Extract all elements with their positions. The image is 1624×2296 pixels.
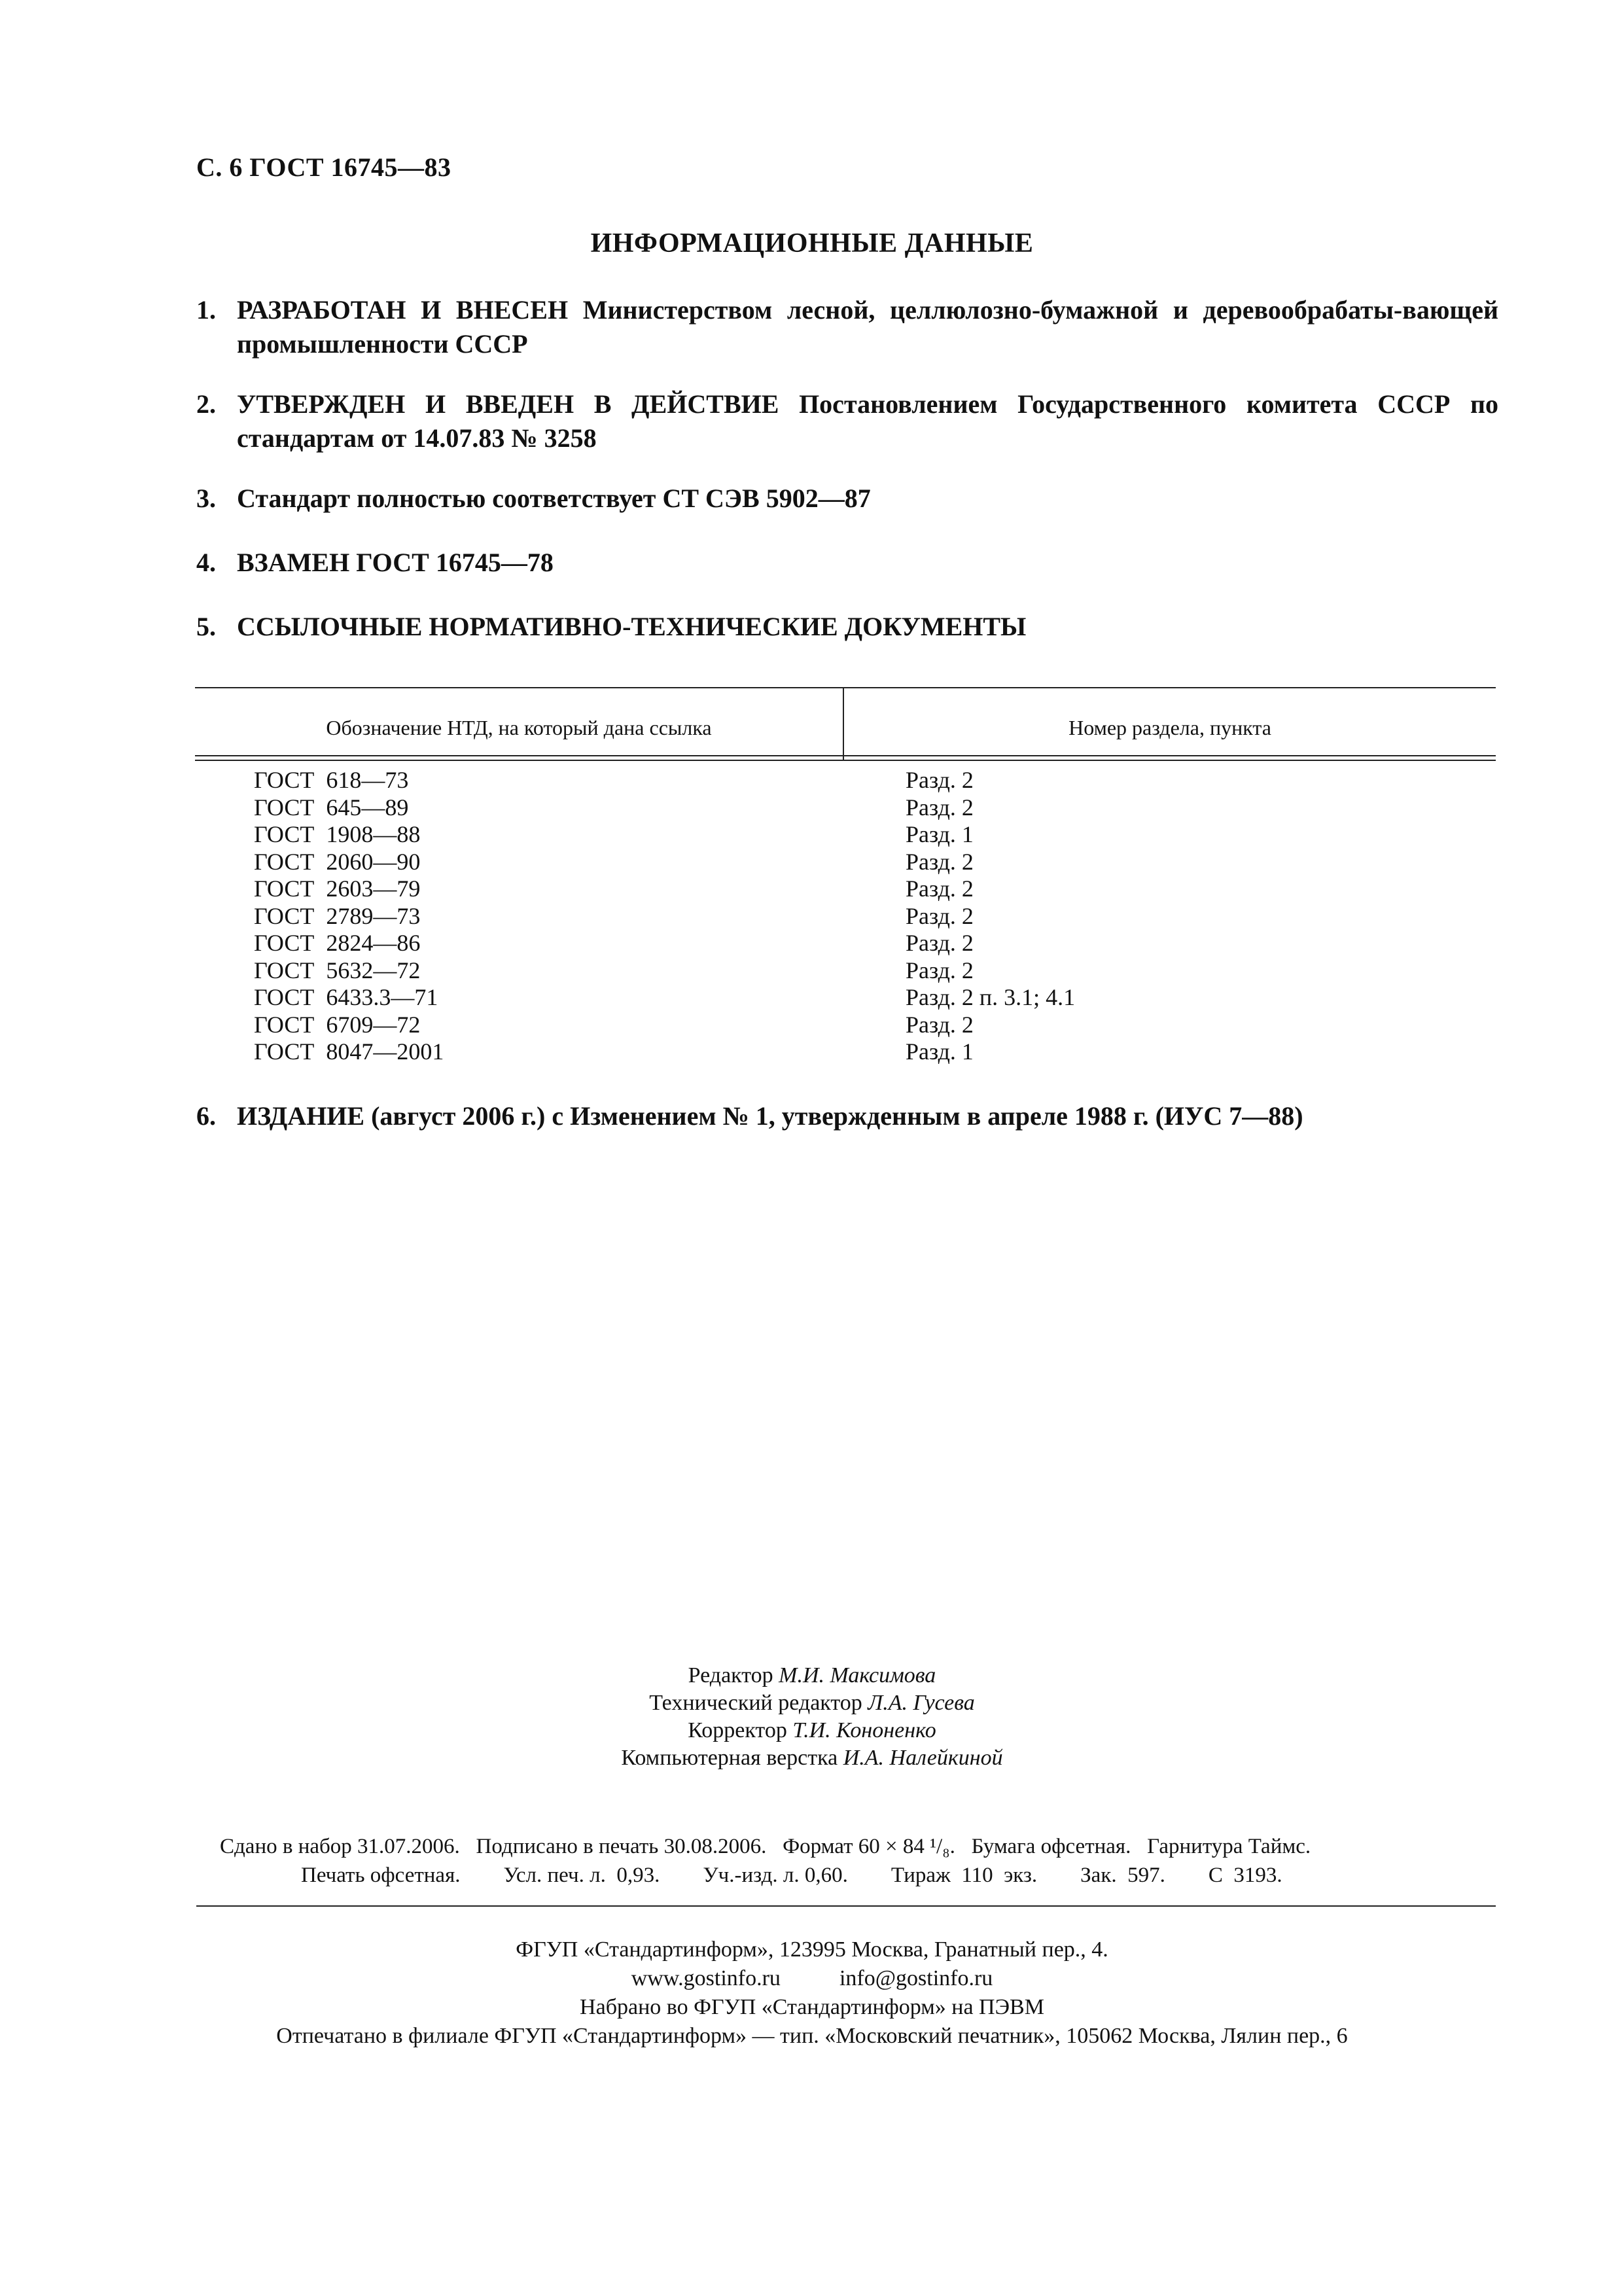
table-body	[195, 767, 1496, 1066]
cell-document: ГОСТ 1908—88	[254, 821, 421, 847]
section-title: ИНФОРМАЦИОННЫЕ ДАННЫЕ	[590, 228, 1034, 258]
table-top-rule	[195, 687, 1496, 688]
table-header-rule	[195, 755, 1496, 761]
publisher-printed: Отпечатано в филиале ФГУП «Стандартинформ» — тип. «Московский печатник», 105062 Москва, Лялин пер., 6	[276, 2024, 1348, 2048]
table-header-section: Номер раздела, пункта	[1068, 716, 1271, 739]
item-text: УТВЕРЖДЕН И ВВЕДЕН В ДЕЙСТВИЕ Постановлением Государственного комитета СССР по стандартам от 14.07.83 № 3258	[237, 389, 1498, 453]
info-item-edition	[196, 1099, 1498, 1133]
cell-document: ГОСТ 645—89	[254, 794, 409, 821]
table-header-document: Обозначение НТД, на который дана ссылка	[326, 716, 712, 739]
print-info-line-1: Сдано в набор 31.07.2006. Подписано в печать 30.08.2006. Формат 60 × 84 ¹/₈. Бумага офсетная. Гарнитура Таймс.	[220, 1835, 1311, 1858]
item-text: РАЗРАБОТАН И ВНЕСЕН Министерством лесной, целлюлозно-бумажной и деревообрабаты-вающей промышленности СССР	[237, 295, 1498, 359]
info-item-approved	[196, 387, 1498, 455]
item-number: 5.	[196, 612, 216, 641]
table-row	[195, 849, 1496, 876]
credit-role: Корректор	[688, 1718, 787, 1742]
info-item-compliance	[196, 482, 1498, 516]
credit-role: Технический редактор	[649, 1691, 862, 1715]
cell-section: Разд. 2 п. 3.1; 4.1	[906, 984, 1076, 1010]
cell-section: Разд. 2	[906, 875, 974, 902]
item-text: ССЫЛОЧНЫЕ НОРМАТИВНО-ТЕХНИЧЕСКИЕ ДОКУМЕНТЫ	[237, 612, 1027, 641]
cell-document: ГОСТ 6433.3—71	[254, 984, 438, 1010]
cell-section: Разд. 1	[906, 1038, 974, 1065]
cell-section: Разд. 2	[906, 794, 974, 821]
cell-section: Разд. 2	[906, 1011, 974, 1038]
info-item-developed	[196, 293, 1498, 361]
credit-editor	[0, 1662, 1624, 1689]
credit-role: Компьютерная верстка	[621, 1746, 838, 1770]
publisher-address: ФГУП «Стандартинформ», 123995 Москва, Гранатный пер., 4.	[516, 1937, 1108, 1962]
credits-block	[0, 1662, 1624, 1772]
credit-name: Т.И. Кононенко	[792, 1718, 936, 1742]
item-number: 4.	[196, 548, 216, 577]
credit-role: Редактор	[688, 1663, 773, 1687]
cell-document: ГОСТ 6709—72	[254, 1011, 421, 1038]
publisher-website: www.gostinfo.ru	[631, 1966, 781, 1990]
publisher-typeset: Набрано во ФГУП «Стандартинформ» на ПЭВМ	[580, 1995, 1044, 2019]
cell-document: ГОСТ 2789—73	[254, 902, 421, 929]
table-row	[195, 930, 1496, 957]
info-item-replaces	[196, 546, 1498, 580]
cell-section: Разд. 2	[906, 957, 974, 983]
info-item-references	[196, 610, 1498, 644]
publisher-contacts	[0, 1964, 1624, 1993]
item-text: Стандарт полностью соответствует СТ СЭВ 5902—87	[237, 484, 871, 513]
publisher-block	[0, 1935, 1624, 2051]
page-header: С. 6 ГОСТ 16745—83	[196, 152, 451, 182]
publisher-email: info@gostinfo.ru	[839, 1966, 993, 1990]
cell-document: ГОСТ 8047—2001	[254, 1038, 444, 1065]
cell-section: Разд. 2	[906, 902, 974, 929]
table-row	[195, 984, 1496, 1012]
cell-document: ГОСТ 618—73	[254, 767, 409, 793]
footer-rule	[196, 1905, 1496, 1907]
reference-table	[195, 687, 1496, 1073]
item-number: 3.	[196, 484, 216, 513]
table-row	[195, 794, 1496, 822]
credit-layout	[0, 1744, 1624, 1772]
table-row	[195, 767, 1496, 794]
item-number: 6.	[196, 1101, 216, 1131]
cell-section: Разд. 2	[906, 930, 974, 956]
table-row	[195, 821, 1496, 849]
cell-document: ГОСТ 2060—90	[254, 848, 421, 875]
table-row	[195, 903, 1496, 930]
table-row	[195, 1038, 1496, 1066]
table-row	[195, 875, 1496, 903]
credit-proofreader	[0, 1717, 1624, 1744]
item-number: 1.	[196, 295, 216, 325]
cell-document: ГОСТ 2824—86	[254, 930, 421, 956]
item-text: ВЗАМЕН ГОСТ 16745—78	[237, 548, 554, 577]
credit-name: И.А. Налейкиной	[843, 1746, 1003, 1770]
table-row	[195, 1012, 1496, 1039]
cell-section: Разд. 1	[906, 821, 974, 847]
table-row	[195, 957, 1496, 985]
credit-name: М.И. Максимова	[779, 1663, 936, 1687]
cell-section: Разд. 2	[906, 848, 974, 875]
item-number: 2.	[196, 389, 216, 419]
credit-name: Л.А. Гусева	[868, 1691, 975, 1715]
print-info-line-2: Печать офсетная. Усл. печ. л. 0,93. Уч.-изд. л. 0,60. Тираж 110 экз. Зак. 597. С 3193.	[301, 1863, 1282, 1887]
cell-document: ГОСТ 5632—72	[254, 957, 421, 983]
cell-section: Разд. 2	[906, 767, 974, 793]
cell-document: ГОСТ 2603—79	[254, 875, 421, 902]
credit-tech-editor	[0, 1689, 1624, 1717]
item-text: ИЗДАНИЕ (август 2006 г.) с Изменением № 1, утвержденным в апреле 1988 г. (ИУС 7—88)	[237, 1101, 1303, 1131]
